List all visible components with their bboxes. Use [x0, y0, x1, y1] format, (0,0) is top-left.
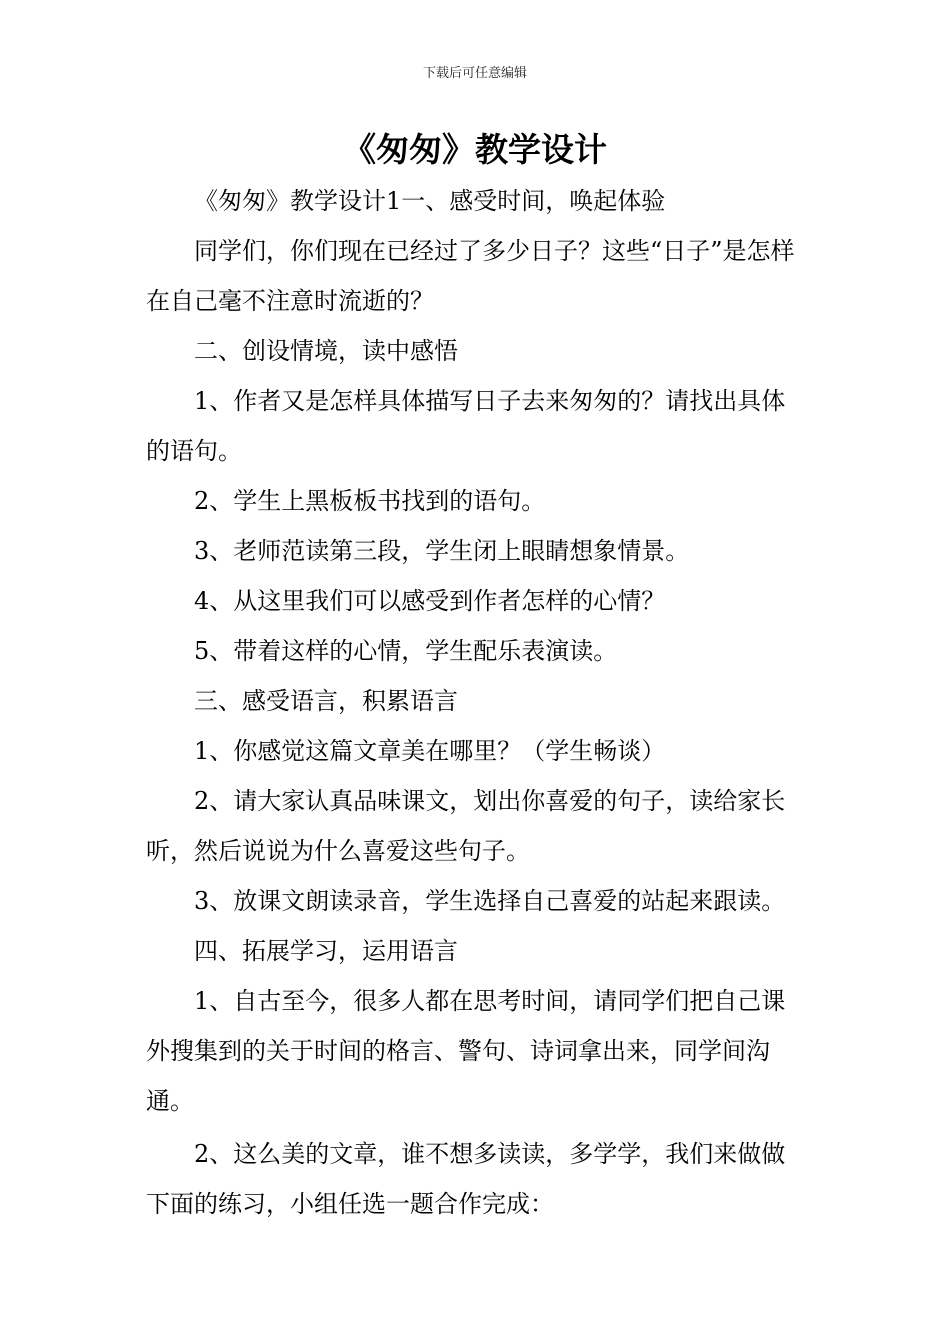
paragraph-step-2-2: 2、学生上黑板板书找到的语句。 [194, 487, 546, 515]
paragraph-step-4-2: 2、这么美的文章，谁不想多读读，多学学，我们来做做下面的练习，小组任选一题合作完成： [146, 1140, 786, 1218]
paragraph-step-2-5: 5、带着这样的心情，学生配乐表演读。 [194, 637, 618, 665]
paragraph-section-three-heading: 三、感受语言，积累语言 [194, 687, 458, 715]
document-title: 《匆匆》教学设计 [343, 130, 607, 169]
paragraph-step-3-1: 1、你感觉这篇文章美在哪里？（学生畅谈） [194, 737, 666, 765]
paragraph-section-one-heading: 《匆匆》教学设计1一、感受时间，唤起体验 [194, 187, 666, 215]
paragraph-section-four-heading: 四、拓展学习，运用语言 [194, 937, 458, 965]
paragraph-step-2-3: 3、老师范读第三段，学生闭上眼睛想象情景。 [194, 537, 690, 565]
paragraph-step-3-2: 2、请大家认真品味课文，划出你喜爱的句子，读给家长听，然后说说为什么喜爱这些句子。 [146, 787, 786, 865]
paragraph-section-two-heading: 二、创设情境，读中感悟 [194, 337, 458, 365]
paragraph-step-3-3: 3、放课文朗读录音，学生选择自己喜爱的站起来跟读。 [194, 887, 786, 915]
paragraph-step-4-1: 1、自古至今，很多人都在思考时间，请同学们把自己课外搜集到的关于时间的格言、警句、诗词拿出来，同学间沟通。 [146, 987, 786, 1115]
paragraph-step-2-1: 1、作者又是怎样具体描写日子去来匆匆的？请找出具体的语句。 [146, 387, 786, 465]
paragraph-intro-question: 同学们，你们现在已经过了多少日子？这些“日子”是怎样在自己毫不注意时流逝的？ [146, 237, 795, 315]
document-body [146, 176, 806, 1229]
page-header-note: 下载后可任意编辑 [422, 66, 527, 81]
paragraph-step-2-4: 4、从这里我们可以感受到作者怎样的心情？ [194, 587, 666, 615]
